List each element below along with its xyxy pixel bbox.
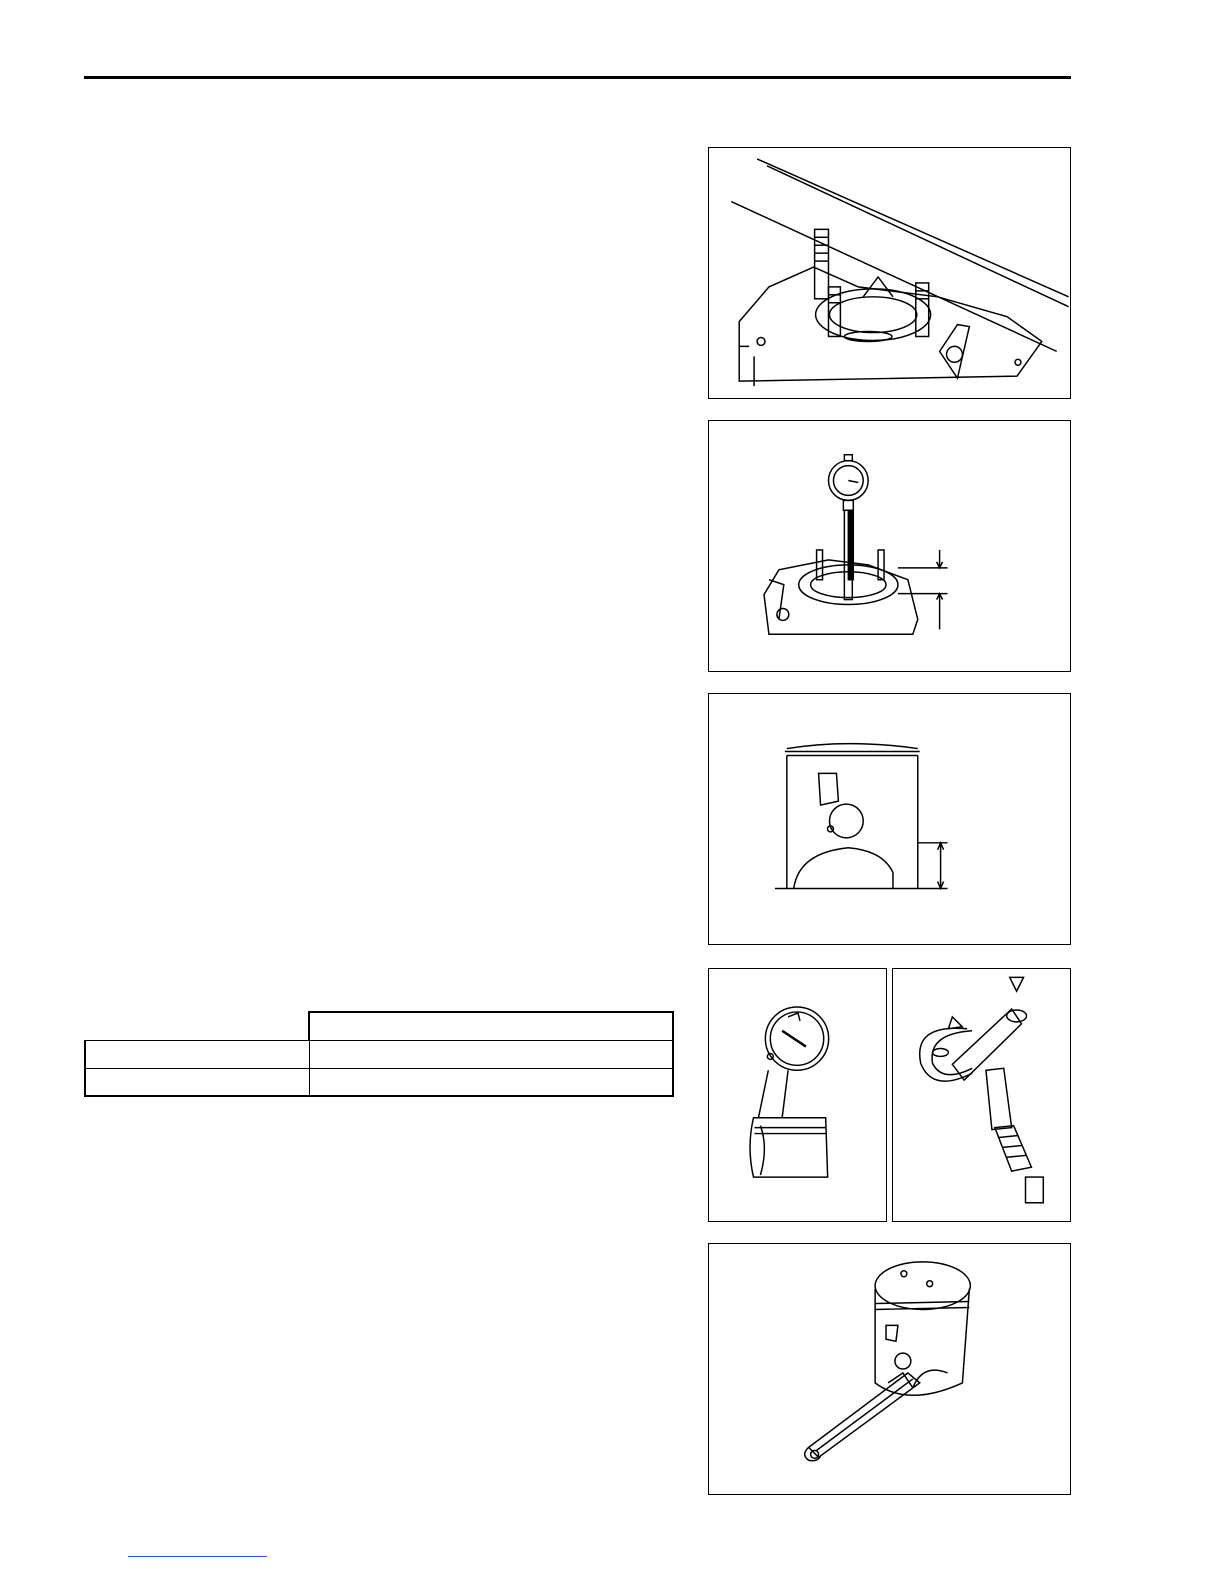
footer-link-underline[interactable] — [128, 1556, 267, 1557]
table-cell — [85, 1068, 309, 1096]
figure-piston-measure-height — [708, 693, 1071, 945]
figure-cylinder-straightedge — [708, 147, 1071, 399]
table-cell — [309, 1068, 673, 1096]
spec-table — [84, 1011, 674, 1097]
figure-piston-caliper — [708, 968, 887, 1222]
table-row — [85, 1040, 673, 1068]
table-cell — [309, 1040, 673, 1068]
table-header-cell — [309, 1012, 673, 1040]
figure-dial-gauge-cylinder — [708, 420, 1071, 672]
table-cell — [85, 1040, 309, 1068]
figure-micrometer-pin — [892, 968, 1071, 1222]
table-header-row — [85, 1012, 673, 1040]
figure-piston-ring-tool — [708, 1243, 1071, 1495]
table-row — [85, 1068, 673, 1096]
header-rule — [84, 76, 1071, 79]
table-header-cell — [85, 1012, 309, 1040]
